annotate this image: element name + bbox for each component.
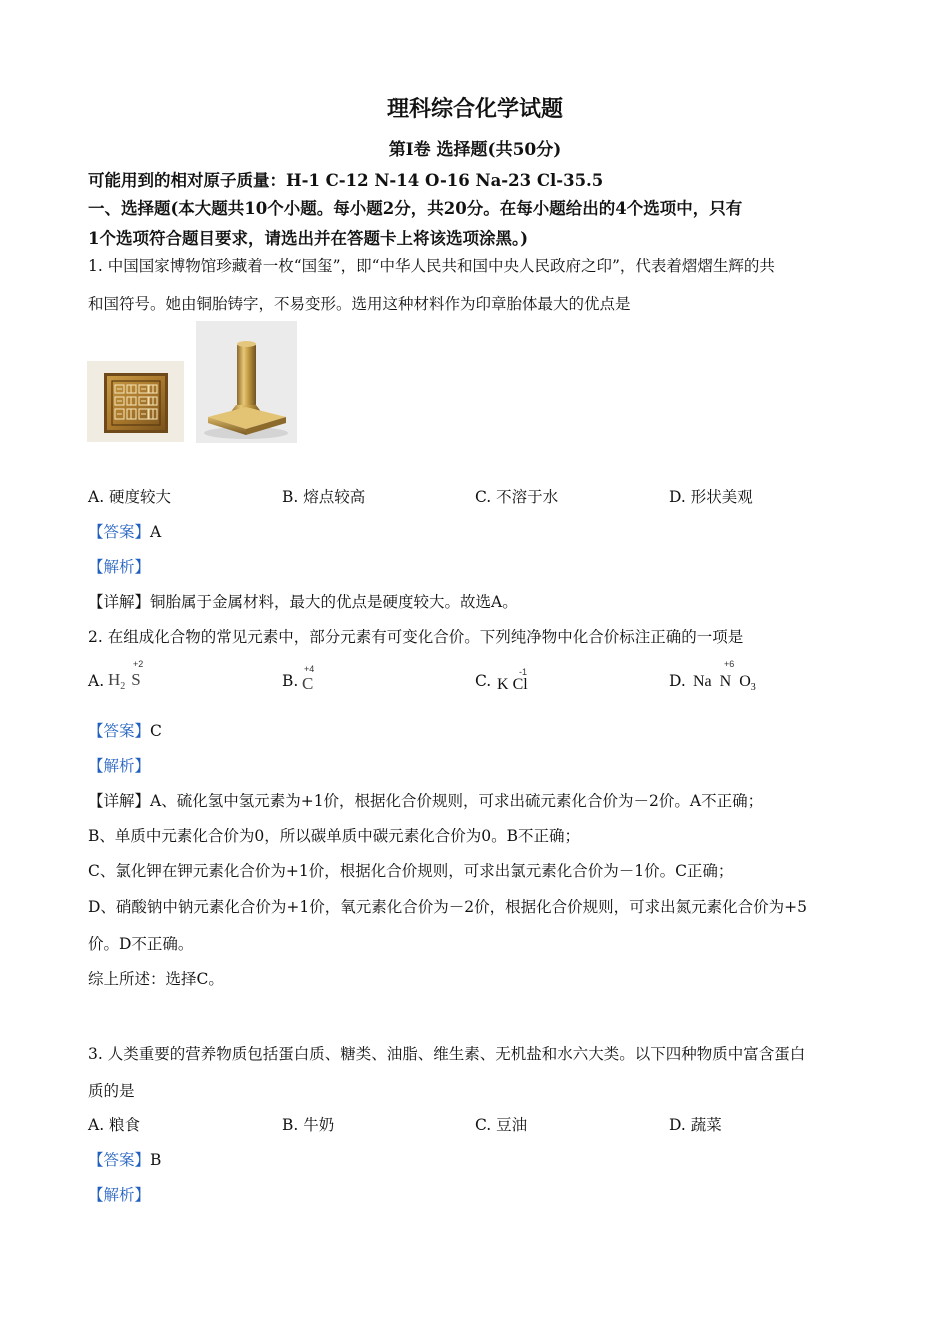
q1-answer: A [150, 523, 162, 541]
q1-stem-line1: 1. 中国国家博物馆珍藏着一枚“国玺”，即“中华人民共和国中央人民政府之印”，代表着熠熠生辉的共 [88, 257, 775, 275]
q2-option-d-label: D. [669, 672, 686, 690]
q1-detail: 铜胎属于金属材料，最大的优点是硬度较大。故选A。 [150, 593, 518, 611]
q3-answer-line [88, 1148, 161, 1170]
q2-detail-b: B、单质中元素化合价为0，所以碳单质中碳元素化合价为0。B不正确； [88, 827, 581, 845]
q2-answer-line [88, 719, 162, 741]
seal-side-image [196, 321, 297, 443]
q2-detail-a-line [88, 789, 763, 811]
q2-detail-c: C、氯化钾在钾元素化合价为+1价，根据化合价规则，可求出氯元素化合价为－1价。C正确； [88, 862, 734, 880]
q3-stem-line1: 3. 人类重要的营养物质包括蛋白质、糖类、油脂、维生素、无机盐和水六大类。以下四种物质中富含蛋白 [88, 1045, 806, 1063]
a-subscript: 2 [120, 681, 126, 692]
q3-option-d: D. 蔬菜 [669, 1116, 722, 1134]
section-instructions-2: 1个选项符合题目要求，请选出并在答题卡上将该选项涂黑。) [88, 229, 529, 248]
q2-detail-d1: D、硝酸钠中钠元素化合价为+1价，氧元素化合价为－2价，根据化合价规则，可求出氮元素化合价为+5 [88, 898, 807, 916]
c-chlorine: Cl [512, 676, 528, 693]
q3-stem-line2: 质的是 [88, 1082, 135, 1100]
a-sulfur: S [131, 670, 141, 689]
a-hydrogen: H [108, 670, 121, 689]
c-potassium: K [497, 676, 509, 693]
q3-option-b: B. 牛奶 [282, 1116, 335, 1134]
q2-option-b-formula: C [302, 674, 314, 693]
q3-answer: B [150, 1151, 162, 1169]
q2-option-c-label: C. [475, 672, 492, 690]
q1-answer-line [88, 520, 161, 542]
answer-tag: 【答案】 [88, 523, 151, 541]
q2-option-a-label: A. [88, 672, 105, 690]
q1-detail-line [88, 590, 518, 612]
q1-option-a: A. 硬度较大 [88, 488, 172, 506]
q1-stem-line2: 和国符号。她由铜胎铸字，不易变形。选用这种材料作为印章胎体最大的优点是 [88, 295, 631, 313]
q2-option-d-valence: +6 [724, 659, 735, 669]
q1-option-c: C. 不溶于水 [475, 488, 559, 506]
q2-option-c-valence: -1 [519, 667, 528, 677]
q1-analysis-tag: 【解析】 [88, 558, 151, 576]
q2-option-b-label: B. [282, 672, 299, 690]
page-subtitle: 第Ⅰ卷 选择题(共50分) [388, 140, 562, 160]
q1-option-d: D. 形状美观 [669, 488, 753, 506]
q3-option-c: C. 豆油 [475, 1116, 528, 1134]
atomic-mass-line: 可能用到的相对原子质量：H-1 C-12 N-14 O-16 Na-23 Cl-35.5 [88, 171, 604, 190]
answer-tag: 【答案】 [88, 722, 151, 740]
q1-option-b: B. 熔点较高 [282, 488, 366, 506]
page-title: 理科综合化学试题 [386, 96, 563, 122]
d-sodium: Na [693, 673, 712, 690]
q2-answer: C [150, 722, 162, 740]
q2-detail-d2: 价。D不正确。 [88, 935, 194, 953]
q2-option-a-formula [108, 670, 141, 690]
q2-option-d-formula [693, 673, 756, 691]
seal-face-photo [87, 361, 184, 442]
d-nitrogen: N [719, 673, 732, 690]
seal-face-image [87, 361, 184, 442]
q3-option-a: A. 粮食 [88, 1116, 141, 1134]
d-oxygen: O [739, 673, 751, 690]
d-subscript: 3 [750, 682, 756, 693]
q2-option-a-valence: +2 [133, 659, 144, 669]
q2-option-c-formula [497, 676, 528, 694]
q3-analysis-tag: 【解析】 [88, 1186, 151, 1204]
section-instructions-1: 一、选择题(本大题共10个小题。每小题2分，共20分。在每小题给出的4个选项中，只有 [88, 199, 743, 218]
seal-side-photo [196, 321, 297, 443]
answer-tag: 【答案】 [88, 1151, 151, 1169]
q2-stem: 2. 在组成化合物的常见元素中，部分元素有可变化合价。下列纯净物中化合价标注正确的一项是 [88, 628, 744, 646]
q2-detail-a: A、硫化氢中氢元素为+1价，根据化合价规则，可求出硫元素化合价为－2价。A不正确； [150, 792, 764, 810]
q2-summary: 综上所述：选择C。 [88, 970, 224, 988]
detail-tag: 【详解】 [88, 593, 151, 611]
q2-option-b-valence: +4 [304, 664, 315, 674]
q2-analysis-tag: 【解析】 [88, 757, 151, 775]
detail-tag: 【详解】 [88, 792, 151, 810]
